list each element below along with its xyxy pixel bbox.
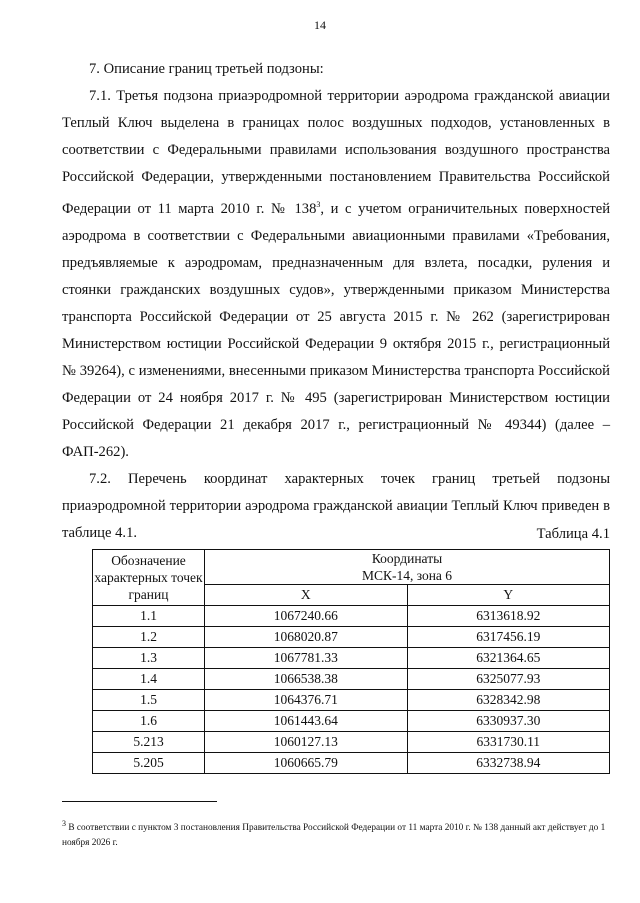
table-row (93, 732, 610, 753)
section-heading: 7. Описание границ третьей подзоны: (89, 61, 324, 77)
header-coordinates-system: МСК-14, зона 6 (361, 568, 453, 583)
cell-point: 1.2 (93, 627, 205, 648)
cell-y: 6331730.11 (407, 732, 610, 753)
cell-point: 1.5 (93, 690, 205, 711)
cell-y: 6332738.94 (407, 753, 610, 774)
page-number: 14 (314, 18, 326, 32)
footnote-text: В соответствии с пунктом 3 постановления Правительства Российской Федерации от 11 марта 2010 г. № 138 данный акт действует до 1 ноября 2026 г. (62, 823, 606, 849)
cell-y: 6330937.30 (407, 711, 610, 732)
header-point: Обозначение характерных точек границ (93, 550, 205, 606)
cell-point: 1.3 (93, 648, 205, 669)
paragraph-7-1-text-cont: , и с учетом ограничительных поверхностей аэродрома в соответствии с Федеральными авиационными правилами «Требования, предъявляемые к аэродромам, предназначенным для взлета, посадки, руления и стоянки гражданских воздушных судов», утвержденными приказом Министерства транспорта Российской Федерации от 25 августа 2015 г. № 262 (зарегистрирован Министерством юстиции Российской Федерации 9 октября 2015 г., регистрационный № 39264), с изменениями, внесенными приказом Министерства транспорта Российской Федерации от 24 ноября 2017 г. № 495 (зарегистрирован Министерством юстиции Российской Федерации 21 декабря 2017 г., регистрационный № 49344) (далее – ФАП-262). (62, 200, 611, 460)
cell-point: 1.4 (93, 669, 205, 690)
table-row (93, 690, 610, 711)
cell-x: 1067240.66 (205, 606, 408, 627)
footnote (62, 816, 610, 851)
cell-y: 6321364.65 (407, 648, 610, 669)
cell-y: 6325077.93 (407, 669, 610, 690)
paragraph-7-2: 7.2. Перечень координат характерных точек границ третьей подзоны приаэродромной территории аэродрома гражданской авиации Теплый Ключ приведен в таблице 4.1. (62, 470, 610, 541)
header-coordinates (205, 550, 610, 585)
cell-y: 6317456.19 (407, 627, 610, 648)
cell-point: 5.205 (93, 753, 205, 774)
table-body (93, 606, 610, 774)
cell-point: 5.213 (93, 732, 205, 753)
cell-x: 1066538.38 (205, 669, 408, 690)
body-text (62, 83, 610, 547)
cell-x: 1067781.33 (205, 648, 408, 669)
table-row (93, 753, 610, 774)
footnote-ref: 3 (316, 200, 321, 209)
table-row (93, 669, 610, 690)
table-row (93, 711, 610, 732)
cell-point: 1.1 (93, 606, 205, 627)
paragraph-7-1-text: 7.1. Третья подзона приаэродромной территории аэродрома гражданской авиации Теплый Ключ выделена в границах полос воздушных подходов, установленных в соответствии с Федеральными правилами использования воздушного пространства Российской Федерации, утвержденными постановлением Правительства Российской Федерации от 11 марта 2010 г. № 138 (62, 88, 610, 217)
footnote-marker: 3 (62, 819, 66, 828)
header-coordinates-title: Координаты (371, 551, 443, 566)
footnote-divider (62, 801, 217, 802)
header-x: X (205, 585, 408, 606)
table-row (93, 627, 610, 648)
cell-x: 1068020.87 (205, 627, 408, 648)
table-caption: Таблица 4.1 (536, 526, 610, 542)
paragraph-7-1 (62, 83, 610, 466)
cell-y: 6328342.98 (407, 690, 610, 711)
cell-x: 1064376.71 (205, 690, 408, 711)
cell-point: 1.6 (93, 711, 205, 732)
table-row (93, 606, 610, 627)
cell-x: 1060127.13 (205, 732, 408, 753)
coordinates-table (92, 549, 610, 774)
cell-y: 6313618.92 (407, 606, 610, 627)
header-y: Y (407, 585, 610, 606)
table-row (93, 648, 610, 669)
cell-x: 1060665.79 (205, 753, 408, 774)
cell-x: 1061443.64 (205, 711, 408, 732)
